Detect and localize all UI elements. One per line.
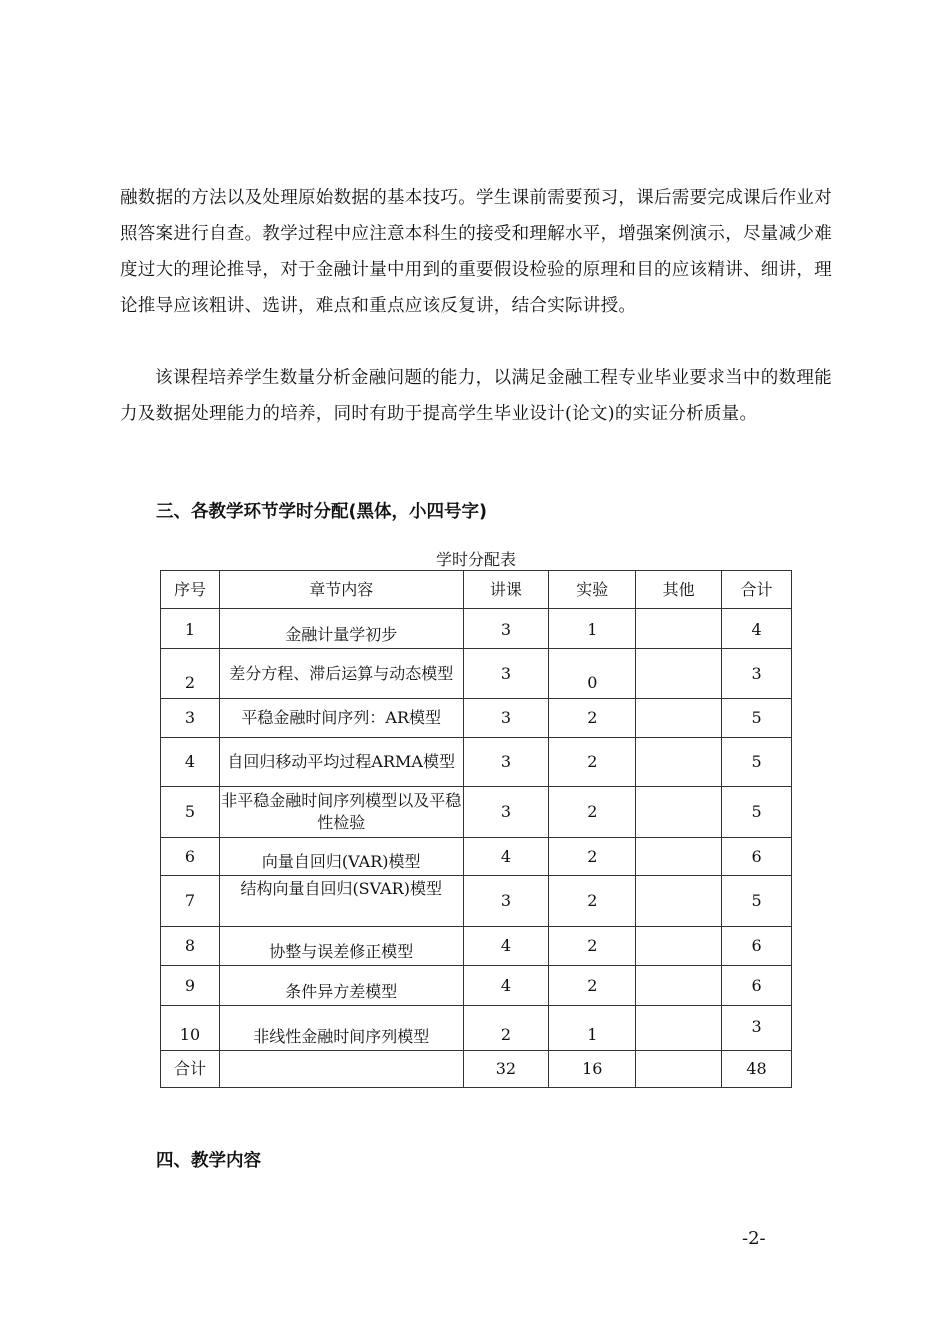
row-total: 5 <box>722 787 792 838</box>
section-3-heading: 三、各教学环节学时分配(黑体，小四号字) <box>156 502 487 522</box>
table-row <box>161 966 792 1006</box>
row-total: 6 <box>722 838 792 876</box>
row-no: 9 <box>161 966 220 1006</box>
row-lab: 2 <box>549 876 636 927</box>
hours-allocation-table <box>160 570 792 1088</box>
row-lecture: 3 <box>463 699 549 738</box>
table-caption: 学时分配表 <box>435 550 516 569</box>
row-lab: 0 <box>549 649 636 699</box>
row-lab: 2 <box>549 966 636 1006</box>
row-total: 6 <box>722 966 792 1006</box>
header-no: 序号 <box>161 571 220 609</box>
row-other <box>636 876 722 927</box>
row-content: 差分方程、滞后运算与动态模型 <box>219 649 463 699</box>
row-total: 5 <box>722 738 792 787</box>
row-lecture: 3 <box>463 649 549 699</box>
row-lab: 2 <box>549 787 636 838</box>
row-content: 条件异方差模型 <box>219 966 463 1006</box>
row-lab: 2 <box>549 838 636 876</box>
row-lecture: 4 <box>463 838 549 876</box>
row-content: 金融计量学初步 <box>219 609 463 649</box>
row-content: 向量自回归(VAR)模型 <box>219 838 463 876</box>
paragraph-2: 该课程培养学生数量分析金融问题的能力，以满足金融工程专业毕业要求当中的数理能力及数据处理能力的培养，同时有助于提高学生毕业设计(论文)的实证分析质量。 <box>120 368 832 424</box>
header-total: 合计 <box>722 571 792 609</box>
row-no: 3 <box>161 699 220 738</box>
header-other: 其他 <box>636 571 722 609</box>
row-no: 10 <box>161 1006 220 1051</box>
total-total: 48 <box>722 1051 792 1088</box>
row-lecture: 2 <box>463 1006 549 1051</box>
row-other <box>636 787 722 838</box>
row-no: 6 <box>161 838 220 876</box>
row-other <box>636 966 722 1006</box>
row-content: 平稳金融时间序列：AR模型 <box>219 699 463 738</box>
row-lecture: 3 <box>463 876 549 927</box>
row-lecture: 4 <box>463 966 549 1006</box>
table-total-row <box>161 1051 792 1088</box>
row-lab: 2 <box>549 738 636 787</box>
row-other <box>636 649 722 699</box>
table-row <box>161 838 792 876</box>
row-lecture: 3 <box>463 609 549 649</box>
row-other <box>636 927 722 966</box>
row-no: 4 <box>161 738 220 787</box>
total-lecture: 32 <box>463 1051 549 1088</box>
page-number: -2- <box>742 1228 766 1249</box>
row-other <box>636 1006 722 1051</box>
row-no: 2 <box>161 649 220 699</box>
row-total: 3 <box>722 649 792 699</box>
table-row <box>161 699 792 738</box>
row-lecture: 3 <box>463 787 549 838</box>
table-row <box>161 1006 792 1051</box>
table-row <box>161 738 792 787</box>
row-total: 5 <box>722 876 792 927</box>
header-content: 章节内容 <box>219 571 463 609</box>
row-content: 非线性金融时间序列模型 <box>219 1006 463 1051</box>
total-lab: 16 <box>549 1051 636 1088</box>
row-content: 协整与误差修正模型 <box>219 927 463 966</box>
table-row <box>161 876 792 927</box>
row-total: 6 <box>722 927 792 966</box>
row-other <box>636 699 722 738</box>
row-no: 5 <box>161 787 220 838</box>
row-content: 非平稳金融时间序列模型以及平稳性检验 <box>219 787 463 838</box>
row-other <box>636 738 722 787</box>
row-lecture: 4 <box>463 927 549 966</box>
row-lab: 1 <box>549 1006 636 1051</box>
row-total: 5 <box>722 699 792 738</box>
table-header-row <box>161 571 792 609</box>
row-total: 4 <box>722 609 792 649</box>
row-no: 1 <box>161 609 220 649</box>
row-content: 自回归移动平均过程ARMA模型 <box>219 738 463 787</box>
table-row <box>161 927 792 966</box>
row-other <box>636 838 722 876</box>
row-total: 3 <box>722 1006 792 1051</box>
row-content: 结构向量自回归(SVAR)模型 <box>219 876 463 927</box>
row-lab: 2 <box>549 699 636 738</box>
row-lab: 1 <box>549 609 636 649</box>
row-no: 7 <box>161 876 220 927</box>
paragraph-1: 融数据的方法以及处理原始数据的基本技巧。学生课前需要预习，课后需要完成课后作业对照答案进行自查。教学过程中应注意本科生的接受和理解水平，增强案例演示，尽量减少难度过大的理论推导，对于金融计量中用到的重要假设检验的原理和目的应该精讲、细讲，理论推导应该粗讲、选讲，难点和重点应该反复讲，结合实际讲授。 <box>120 188 832 316</box>
table-row <box>161 787 792 838</box>
section-4-heading: 四、教学内容 <box>156 1151 261 1171</box>
row-no: 8 <box>161 927 220 966</box>
total-label: 合计 <box>161 1051 220 1088</box>
total-other <box>636 1051 722 1088</box>
row-other <box>636 609 722 649</box>
header-lecture: 讲课 <box>463 571 549 609</box>
total-content <box>219 1051 463 1088</box>
table-row <box>161 609 792 649</box>
table-row <box>161 649 792 699</box>
row-lecture: 3 <box>463 738 549 787</box>
row-lab: 2 <box>549 927 636 966</box>
header-lab: 实验 <box>549 571 636 609</box>
